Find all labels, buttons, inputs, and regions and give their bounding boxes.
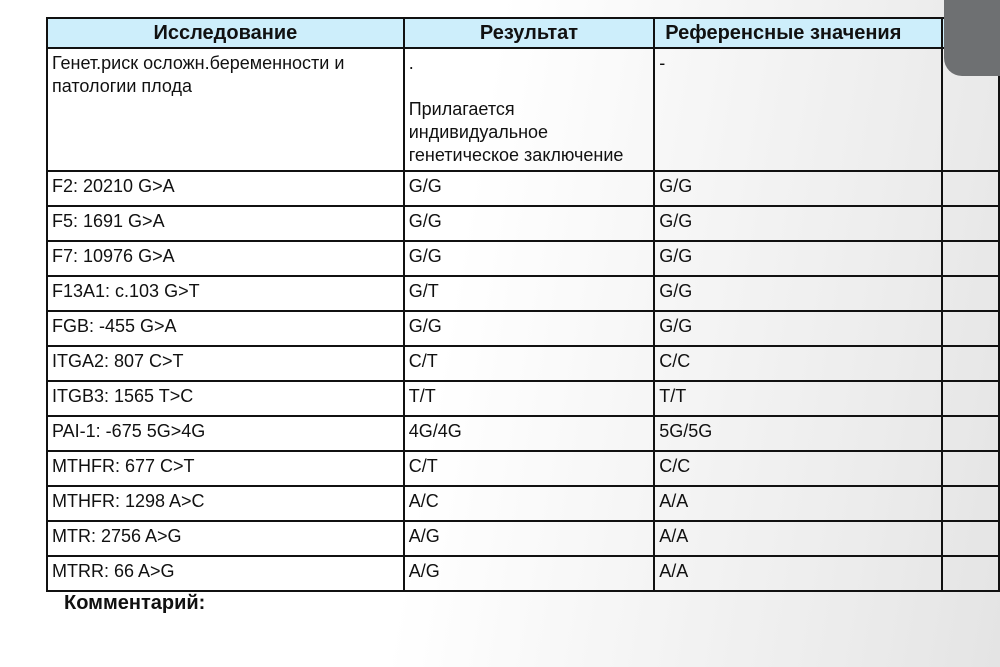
header-study: Исследование xyxy=(47,18,404,48)
extra-cell xyxy=(942,346,999,381)
result-cell: C/T xyxy=(404,451,655,486)
table-row xyxy=(47,311,999,346)
header-reference: Референсные значения xyxy=(654,18,942,48)
table-row xyxy=(47,381,999,416)
extra-cell xyxy=(942,521,999,556)
result-cell: A/C xyxy=(404,486,655,521)
table-row xyxy=(47,276,999,311)
reference-cell: A/A xyxy=(654,521,942,556)
study-cell: FGB: -455 G>A xyxy=(47,311,404,346)
reference-cell: A/A xyxy=(654,486,942,521)
table-row xyxy=(47,48,999,171)
header-result: Результат xyxy=(404,18,655,48)
reference-cell: G/G xyxy=(654,276,942,311)
reference-cell: C/C xyxy=(654,451,942,486)
reference-cell: T/T xyxy=(654,381,942,416)
extra-cell xyxy=(942,206,999,241)
result-cell: G/G xyxy=(404,206,655,241)
genetic-results-table xyxy=(46,17,1000,592)
table-row xyxy=(47,171,999,206)
table-row xyxy=(47,486,999,521)
result-mark: . xyxy=(408,53,414,73)
table-row xyxy=(47,416,999,451)
table-row xyxy=(47,241,999,276)
study-cell: ITGB3: 1565 T>C xyxy=(47,381,404,416)
study-cell: F7: 10976 G>A xyxy=(47,241,404,276)
result-text: Прилагается индивидуальное генетическое заключение xyxy=(408,99,624,165)
study-cell: F13A1: c.103 G>T xyxy=(47,276,404,311)
study-cell: F5: 1691 G>A xyxy=(47,206,404,241)
extra-cell xyxy=(942,556,999,591)
study-cell: MTHFR: 1298 A>C xyxy=(47,486,404,521)
reference-cell: G/G xyxy=(654,206,942,241)
result-cell: A/G xyxy=(404,521,655,556)
table-row xyxy=(47,206,999,241)
result-cell: G/G xyxy=(404,241,655,276)
study-cell: MTRR: 66 A>G xyxy=(47,556,404,591)
study-cell: MTR: 2756 A>G xyxy=(47,521,404,556)
table-row xyxy=(47,521,999,556)
result-cell: G/G xyxy=(404,171,655,206)
overlay-shape xyxy=(944,0,1000,76)
reference-cell: G/G xyxy=(654,241,942,276)
extra-cell xyxy=(942,276,999,311)
study-cell: PAI-1: -675 5G>4G xyxy=(47,416,404,451)
reference-cell: - xyxy=(654,48,942,171)
result-cell: T/T xyxy=(404,381,655,416)
reference-cell: G/G xyxy=(654,311,942,346)
study-cell: F2: 20210 G>A xyxy=(47,171,404,206)
reference-cell: C/C xyxy=(654,346,942,381)
extra-cell xyxy=(942,241,999,276)
reference-cell: 5G/5G xyxy=(654,416,942,451)
result-cell: 4G/4G xyxy=(404,416,655,451)
result-cell: G/G xyxy=(404,311,655,346)
study-cell: ITGA2: 807 C>T xyxy=(47,346,404,381)
extra-cell xyxy=(942,171,999,206)
extra-cell xyxy=(942,451,999,486)
result-cell xyxy=(404,48,655,171)
result-cell: C/T xyxy=(404,346,655,381)
table-row xyxy=(47,556,999,591)
study-cell: MTHFR: 677 C>T xyxy=(47,451,404,486)
extra-cell xyxy=(942,486,999,521)
study-cell: Генет.риск осложн.беременности и патологии плода xyxy=(47,48,404,171)
table-header-row xyxy=(47,18,999,48)
extra-cell xyxy=(942,381,999,416)
table-row xyxy=(47,346,999,381)
extra-cell xyxy=(942,311,999,346)
comment-label: Комментарий: xyxy=(64,592,206,614)
reference-cell: G/G xyxy=(654,171,942,206)
reference-cell: A/A xyxy=(654,556,942,591)
extra-cell xyxy=(942,416,999,451)
table-row xyxy=(47,451,999,486)
result-cell: G/T xyxy=(404,276,655,311)
result-cell: A/G xyxy=(404,556,655,591)
